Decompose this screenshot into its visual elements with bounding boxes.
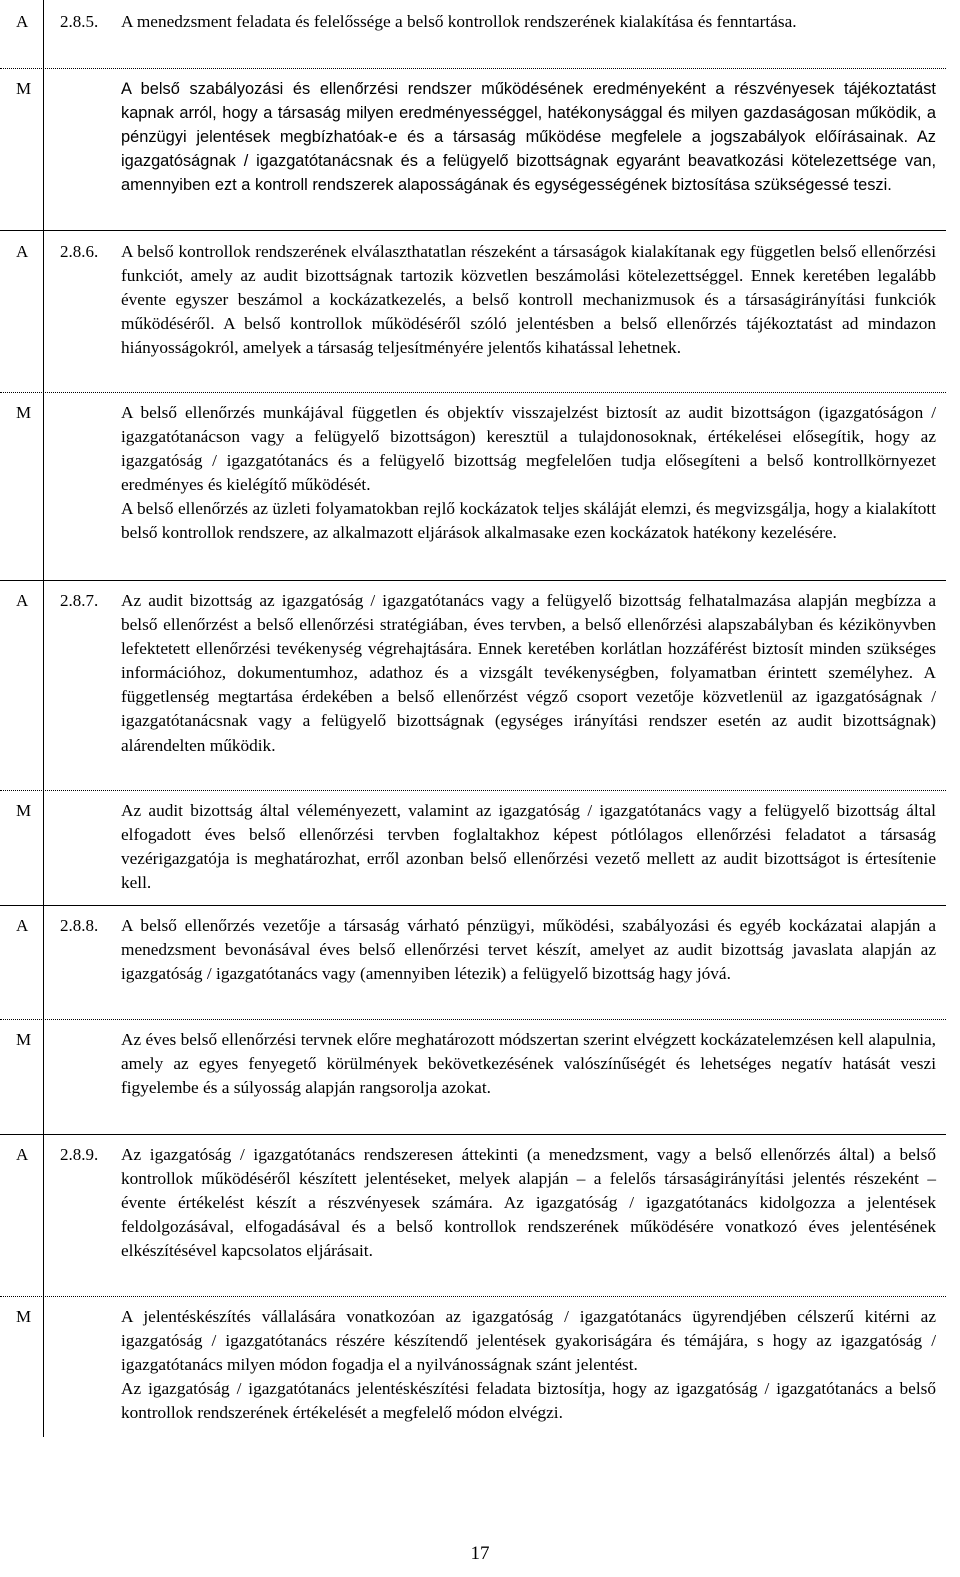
- paragraph: Az igazgatóság / igazgatótanács jelentéskészítési feladata biztosítja, hogy az igazgatóság / igazgatótanács a belső kontrollok rendszerének értékelését a megfelelő módon elvégzi.: [121, 1379, 936, 1423]
- paragraph: A belső ellenőrzés munkájával független és objektív visszajelzést biztosít az audit bizottságon (igazgatóságon / igazgatótanácson vagy a felügyelő bizottságon) keresztül a tulajdonosoknak, értékelései elősegítik, hogy az igazgatóság / igazgatótanács és a felügyelő bizottság megfelelően tudja elősegíteni a belső kontrollkörnyezet eredményes és kielégítő működését.: [121, 403, 936, 495]
- section-text: [121, 1305, 936, 1425]
- section-type-letter: M: [16, 1307, 32, 1326]
- section-number: 2.8.8.: [60, 916, 99, 935]
- section-type-letter: M: [16, 403, 32, 422]
- section-text: [121, 1143, 936, 1263]
- section-type-letter: A: [16, 591, 29, 610]
- paragraph: Az éves belső ellenőrzési tervnek előre meghatározott módszertan szerint elvégzett kockázatelemzésen kell alapulnia, amely az egyes fenyegető körülmények bekövetkezésének valószínűségét és lehetséges negatív hatását veszi figyelembe és a súlyosság alapján rangsorolja azokat.: [121, 1030, 936, 1098]
- dotted-separator: [0, 790, 946, 791]
- paragraph: Az audit bizottság által véleményezett, valamint az igazgatóság / igazgatótanács vagy a felügyelő bizottság által elfogadott éves belső ellenőrzési tervben foglaltakhoz képest pótlólagos ellenőrzési feladatot a társaság vezérigazgatója is meghatározhat, erről azonban belső ellenőrzési vezető mellett az audit bizottságot is értesítenie kell.: [121, 801, 936, 893]
- section-number: 2.8.9.: [60, 1145, 99, 1164]
- paragraph: Az igazgatóság / igazgatótanács rendszeresen áttekinti (a menedzsment, vagy a belső ellenőrzés által) a belső kontrollok működéséről készített jelentéseket, melyek alapján – a felelős társaságirányítási jelentés részeként – évente értékelést készít a részvényesek számára. Az igazgatóság / igazgatótanács kidolgozza a jelentések feldolgozásával, elfogadásával és a belső kontrollok rendszerének működésére vonatkozó éves jelentésének elkészítésével kapcsolatos eljárásait.: [121, 1145, 936, 1261]
- section-text: [121, 77, 936, 197]
- paragraph: A belső kontrollok rendszerének elválaszthatatlan részeként a társaságok kialakítanak egy független belső ellenőrzési funkciót, amely az audit bizottságnak tartozik közvetlen beszámolási kötelezettséggel. Ennek keretében legalább évente egyszer beszámol a kockázatkezelés, a belső kontroll mechanizmusok és a társaságirányítási funkciók működéséről. A belső kontrollok működéséről szóló jelentésben a belső ellenőrzés tájékoztatást ad mindazon hiányosságokról, amelyek a társaság teljesítményére jelentős kihatással lehetnek.: [121, 242, 936, 358]
- section-separator: [0, 230, 946, 231]
- dotted-separator: [0, 392, 946, 393]
- section-type-letter: M: [16, 1030, 32, 1049]
- paragraph: A belső szabályozási és ellenőrzési rendszer működésének eredményeként a részvényesek tájékoztatást kapnak arról, hogy a társaság milyen eredményességgel, hatékonysággal és milyen gazdaságosan működik, a pénzügyi jelentések megbízhatóak-e és a társaság működése megfelele a jogszabályok előírásainak. Az igazgatóságnak / igazgatótanácsnak és a felügyelő bizottságnak egyaránt beavatkozási kötelezettsége van, amennyiben ezt a kontroll rendszerek alaposságának és egységességének biztosítása szükségessé teszi.: [121, 80, 936, 195]
- dotted-separator: [0, 1019, 946, 1020]
- paragraph: A jelentéskészítés vállalására vonatkozóan az igazgatóság / igazgatótanács ügyrendjében célszerű kitérni az igazgatóság / igazgatótanács részére készítendő jelentések gyakoriságára és témájára, s hogy az igazgatóság / igazgatótanács milyen módon fogadja el a nyilvánosságnak szánt jelentést.: [121, 1307, 936, 1375]
- section-separator: [0, 905, 946, 906]
- section-text: [121, 589, 936, 758]
- section-text: [121, 914, 936, 986]
- margin-rule: [43, 0, 44, 1437]
- section-separator: [0, 580, 946, 581]
- paragraph: Az audit bizottság az igazgatóság / igazgatótanács vagy a felügyelő bizottság felhatalmazása alapján megbízza a belső ellenőrzést a belső ellenőrzési stratégiában, éves tervben, a belső ellenőrzési alapszabályban és kézikönyvben lefektetett ellenőrzési tevékenység végrehajtására. Ennek keretében korlátlan hozzáférést biztosít minden szükséges információhoz, dokumentumhoz, adathoz és a vizsgált tevékenységben, folyamatban érintett személyhez. A függetlenség megtartása érdekében a belső ellenőrzést végző csoport vezetője közvetlenül az igazgatóságnak / igazgatótanácsnak vagy a felügyelő bizottságnak (egységes irányítási rendszer esetén az audit bizottságnak) alárendelten működik.: [121, 591, 936, 755]
- section-number: 2.8.5.: [60, 12, 99, 31]
- paragraph: A belső ellenőrzés az üzleti folyamatokban rejlő kockázatok teljes skáláját elemzi, és megvizsgálja, hogy a kialakított belső kontrollok rendszere, az alkalmazott eljárások alkalmasake ezen kockázatok hatékony kezelésére.: [121, 499, 936, 543]
- section-number: 2.8.7.: [60, 591, 99, 610]
- section-text: [121, 1028, 936, 1100]
- dotted-separator: [0, 68, 946, 69]
- section-separator: [0, 1134, 946, 1135]
- section-type-letter: M: [16, 801, 32, 820]
- dotted-separator: [0, 1296, 946, 1297]
- section-type-letter: A: [16, 916, 29, 935]
- section-type-letter: M: [16, 79, 32, 98]
- section-type-letter: A: [16, 242, 29, 261]
- section-text: [121, 10, 936, 34]
- paragraph: A menedzsment feladata és felelőssége a belső kontrollok rendszerének kialakítása és fenntartása.: [121, 12, 797, 31]
- section-type-letter: A: [16, 1145, 29, 1164]
- section-type-letter: A: [16, 12, 29, 31]
- page-number: 17: [470, 1543, 490, 1564]
- section-number: 2.8.6.: [60, 242, 99, 261]
- paragraph: A belső ellenőrzés vezetője a társaság várható pénzügyi, működési, szabályozási és egyéb kockázatai alapján a menedzsment bevonásával éves belső ellenőrzési tervet készít, amelyet az audit bizottság javaslata alapján az igazgatóság / igazgatótanács vagy (amennyiben létezik) a felügyelő bizottság hagy jóvá.: [121, 916, 936, 984]
- section-text: [121, 799, 936, 895]
- section-text: [121, 240, 936, 360]
- section-text: [121, 401, 936, 546]
